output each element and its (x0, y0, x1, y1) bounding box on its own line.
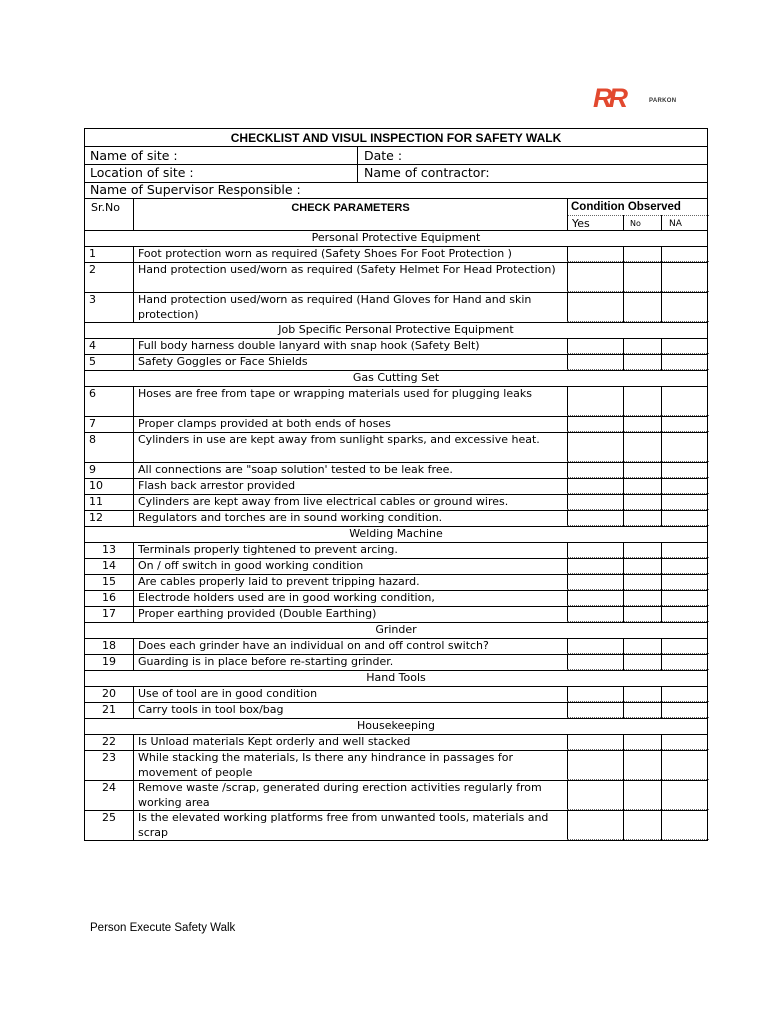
no-checkbox-cell[interactable] (624, 607, 660, 621)
yes-checkbox-cell[interactable] (568, 703, 622, 717)
yes-checkbox-cell[interactable] (568, 417, 622, 431)
section-title: Housekeeping (357, 719, 435, 732)
no-checkbox-cell[interactable] (624, 781, 660, 809)
check-parameter: Foot protection worn as required (Safety Shoes For Foot Protection ) (138, 247, 512, 260)
check-parameter: Full body harness double lanyard with snap hook (Safety Belt) (138, 339, 480, 352)
item-number: 16 (102, 591, 116, 604)
check-parameter: Does each grinder have an individual on and off control switch? (138, 639, 489, 652)
na-checkbox-cell[interactable] (662, 607, 708, 621)
yes-checkbox-cell[interactable] (568, 355, 622, 369)
name-of-site-label: Name of site : (90, 148, 178, 163)
no-checkbox-cell[interactable] (624, 355, 660, 369)
na-checkbox-cell[interactable] (662, 463, 708, 477)
no-checkbox-cell[interactable] (624, 575, 660, 589)
check-parameter: Flash back arrestor provided (138, 479, 296, 492)
no-checkbox-cell[interactable] (624, 639, 660, 653)
no-checkbox-cell[interactable] (624, 433, 660, 461)
name-of-contractor-label: Name of contractor: (364, 165, 490, 180)
na-checkbox-cell[interactable] (662, 511, 708, 525)
check-parameter: Proper clamps provided at both ends of hoses (138, 417, 391, 430)
section-title: Personal Protective Equipment (311, 231, 481, 244)
na-checkbox-cell[interactable] (662, 687, 708, 701)
item-number: 22 (102, 735, 116, 748)
no-checkbox-cell[interactable] (624, 735, 660, 749)
na-checkbox-cell[interactable] (662, 735, 708, 749)
no-checkbox-cell[interactable] (624, 687, 660, 701)
na-checkbox-cell[interactable] (662, 339, 708, 353)
item-number: 18 (102, 639, 116, 652)
no-checkbox-cell[interactable] (624, 543, 660, 557)
na-checkbox-cell[interactable] (662, 355, 708, 369)
no-checkbox-cell[interactable] (624, 495, 660, 509)
section-title: Welding Machine (349, 527, 443, 540)
item-number: 7 (89, 417, 96, 430)
yes-checkbox-cell[interactable] (568, 591, 622, 605)
col-params-header: CHECK PARAMETERS (291, 202, 410, 214)
yes-checkbox-cell[interactable] (568, 811, 622, 839)
yes-checkbox-cell[interactable] (568, 511, 622, 525)
item-number: 19 (102, 655, 116, 668)
na-checkbox-cell[interactable] (662, 293, 708, 321)
no-checkbox-cell[interactable] (624, 559, 660, 573)
item-number: 24 (102, 781, 116, 794)
company-logo (593, 84, 703, 112)
na-checkbox-cell[interactable] (662, 591, 708, 605)
check-parameter: Safety Goggles or Face Shields (138, 355, 308, 368)
no-checkbox-cell[interactable] (624, 463, 660, 477)
yes-checkbox-cell[interactable] (568, 433, 622, 461)
na-checkbox-cell[interactable] (662, 417, 708, 431)
footer-person-execute: Person Execute Safety Walk (90, 922, 236, 934)
na-checkbox-cell[interactable] (662, 639, 708, 653)
na-checkbox-cell[interactable] (662, 263, 708, 291)
item-number: 13 (102, 543, 116, 556)
section-title: Gas Cutting Set (352, 371, 440, 384)
item-number: 1 (89, 247, 96, 260)
na-checkbox-cell[interactable] (662, 495, 708, 509)
check-parameter: While stacking the materials, Is there any hindrance in passages for movement of people (138, 751, 513, 779)
check-parameter: All connections are "soap solution' tested to be leak free. (138, 463, 453, 476)
check-parameter: Electrode holders used are in good working condition, (138, 591, 435, 604)
no-checkbox-cell[interactable] (624, 417, 660, 431)
check-parameter: Hand protection used/worn as required (Safety Helmet For Head Protection) (138, 263, 556, 276)
na-checkbox-cell[interactable] (662, 655, 708, 669)
yes-checkbox-cell[interactable] (568, 751, 622, 779)
item-number: 17 (102, 607, 116, 620)
na-checkbox-cell[interactable] (662, 811, 708, 839)
section-title: Grinder (375, 623, 417, 636)
yes-checkbox-cell[interactable] (568, 687, 622, 701)
check-parameter: Guarding is in place before re-starting grinder. (138, 655, 394, 668)
supervisor-label: Name of Supervisor Responsible : (90, 182, 301, 197)
no-checkbox-cell[interactable] (624, 387, 660, 415)
item-number: 6 (89, 387, 96, 400)
item-number: 3 (89, 293, 96, 306)
check-parameter: Use of tool are in good condition (138, 687, 318, 700)
yes-checkbox-cell[interactable] (568, 495, 622, 509)
yes-checkbox-cell[interactable] (568, 607, 622, 621)
yes-checkbox-cell[interactable] (568, 293, 622, 321)
na-checkbox-cell[interactable] (662, 433, 708, 461)
no-checkbox-cell[interactable] (624, 811, 660, 839)
no-checkbox-cell[interactable] (624, 339, 660, 353)
item-number: 12 (89, 511, 103, 524)
yes-checkbox-cell[interactable] (568, 655, 622, 669)
na-checkbox-cell[interactable] (662, 479, 708, 493)
check-parameter: On / off switch in good working condition (138, 559, 364, 572)
logo-brand: RR (593, 83, 624, 113)
item-number: 15 (102, 575, 116, 588)
item-number: 23 (102, 751, 116, 764)
item-number: 5 (89, 355, 96, 368)
check-parameter: Carry tools in tool box/bag (138, 703, 284, 716)
yes-checkbox-cell[interactable] (568, 263, 622, 291)
na-checkbox-cell[interactable] (662, 703, 708, 717)
no-checkbox-cell[interactable] (624, 247, 660, 261)
date-label: Date : (364, 148, 403, 163)
check-parameter: Regulators and torches are in sound working condition. (138, 511, 443, 524)
yes-checkbox-cell[interactable] (568, 387, 622, 415)
no-checkbox-cell[interactable] (624, 703, 660, 717)
col-condition-header: Condition Observed (571, 201, 681, 213)
check-parameter: Are cables properly laid to prevent tripping hazard. (138, 575, 420, 588)
yes-checkbox-cell[interactable] (568, 781, 622, 809)
item-number: 4 (89, 339, 96, 352)
no-checkbox-cell[interactable] (624, 293, 660, 321)
logo-subtext: PARKON (649, 98, 677, 104)
yes-checkbox-cell[interactable] (568, 575, 622, 589)
item-number: 11 (89, 495, 103, 508)
no-checkbox-cell[interactable] (624, 511, 660, 525)
col-srno-header: Sr.No (91, 201, 120, 214)
item-number: 9 (89, 463, 96, 476)
yes-checkbox-cell[interactable] (568, 247, 622, 261)
na-checkbox-cell[interactable] (662, 575, 708, 589)
inspection-checklist (84, 128, 708, 841)
check-parameter: Is the elevated working platforms free from unwanted tools, materials and scrap (138, 811, 549, 839)
check-parameter: Remove waste /scrap, generated during erection activities regularly from working area (138, 781, 542, 809)
na-checkbox-cell[interactable] (662, 387, 708, 415)
check-parameter: Terminals properly tightened to prevent arcing. (138, 543, 398, 556)
no-checkbox-cell[interactable] (624, 263, 660, 291)
item-number: 10 (89, 479, 103, 492)
check-parameter: Hoses are free from tape or wrapping materials used for plugging leaks (138, 387, 532, 400)
section-title: Job Specific Personal Protective Equipment (278, 323, 514, 336)
check-parameter: Cylinders are kept away from live electrical cables or ground wires. (138, 495, 509, 508)
na-checkbox-cell[interactable] (662, 559, 708, 573)
na-checkbox-cell[interactable] (662, 781, 708, 809)
yes-checkbox-cell[interactable] (568, 463, 622, 477)
item-number: 14 (102, 559, 116, 572)
col-na-header: NA (669, 219, 682, 229)
no-checkbox-cell[interactable] (624, 655, 660, 669)
na-checkbox-cell[interactable] (662, 247, 708, 261)
na-checkbox-cell[interactable] (662, 751, 708, 779)
check-parameter: Proper earthing provided (Double Earthing) (138, 607, 377, 620)
section-title: Hand Tools (366, 671, 426, 684)
item-number: 2 (89, 263, 96, 276)
item-number: 20 (102, 687, 116, 700)
item-number: 25 (102, 811, 116, 824)
col-yes-header: Yes (572, 217, 590, 230)
no-checkbox-cell[interactable] (624, 591, 660, 605)
yes-checkbox-cell[interactable] (568, 735, 622, 749)
yes-checkbox-cell[interactable] (568, 479, 622, 493)
yes-checkbox-cell[interactable] (568, 559, 622, 573)
check-parameter: Hand protection used/worn as required (Hand Gloves for Hand and skin protection) (138, 293, 532, 321)
yes-checkbox-cell[interactable] (568, 543, 622, 557)
no-checkbox-cell[interactable] (624, 751, 660, 779)
col-no-header: No (630, 219, 641, 228)
check-parameter: Is Unload materials Kept orderly and well stacked (138, 735, 411, 748)
item-number: 8 (89, 433, 96, 446)
na-checkbox-cell[interactable] (662, 543, 708, 557)
location-of-site-label: Location of site : (90, 165, 194, 180)
item-number: 21 (102, 703, 116, 716)
no-checkbox-cell[interactable] (624, 479, 660, 493)
check-parameter: Cylinders in use are kept away from sunlight sparks, and excessive heat. (138, 433, 540, 446)
form-title: CHECKLIST AND VISUL INSPECTION FOR SAFETY WALK (230, 131, 562, 145)
yes-checkbox-cell[interactable] (568, 639, 622, 653)
yes-checkbox-cell[interactable] (568, 339, 622, 353)
